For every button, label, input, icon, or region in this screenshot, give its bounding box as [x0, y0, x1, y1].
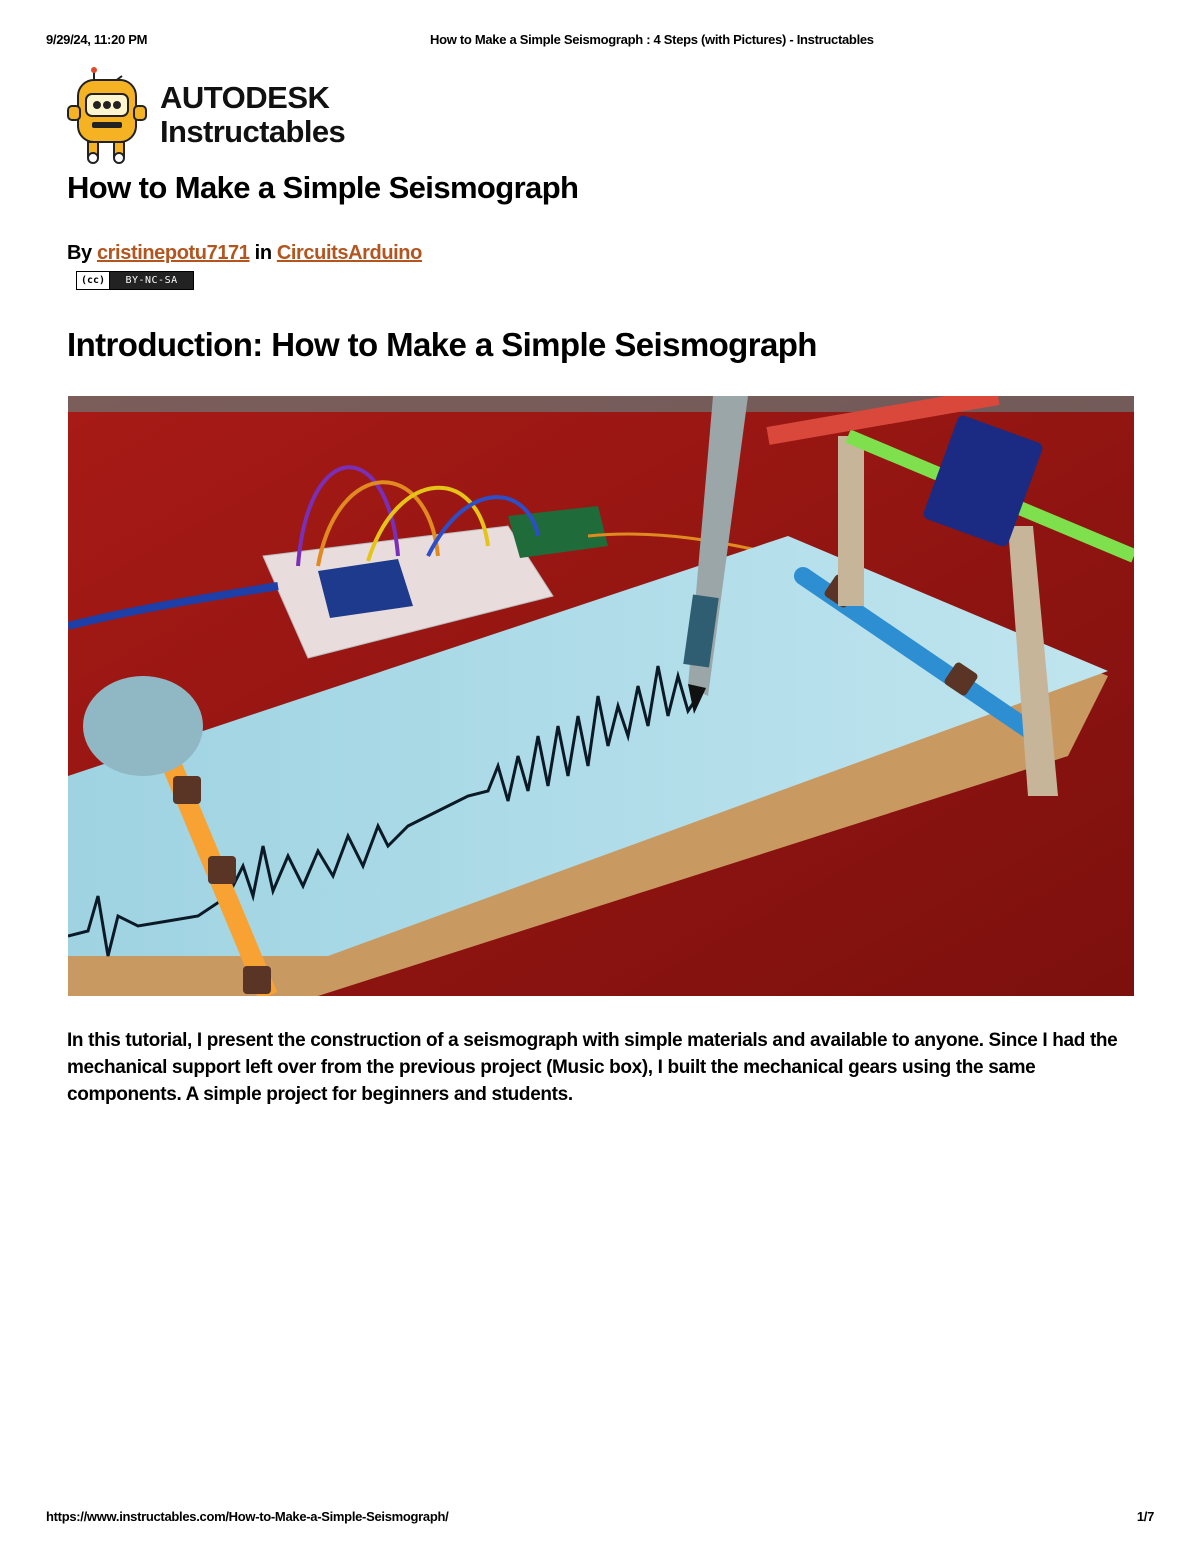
license-label: BY-NC-SA [110, 272, 193, 289]
page-number: 1/7 [1136, 1509, 1154, 1524]
print-url: https://www.instructables.com/How-to-Make-a-Simple-Seismograph/ [46, 1509, 449, 1524]
brand-instructables: Instructables [160, 114, 346, 149]
print-page-title: How to Make a Simple Seismograph : 4 Steps (with Pictures) - Instructables [430, 32, 874, 47]
instructables-logo[interactable] [64, 66, 384, 166]
print-footer [46, 1509, 1154, 1527]
print-header [46, 32, 1154, 50]
cc-icon: (cc) [77, 272, 110, 289]
article-title: How to Make a Simple Seismograph [67, 170, 579, 205]
intro-heading: Introduction: How to Make a Simple Seismograph [67, 326, 817, 363]
seismograph-photo [68, 396, 1134, 996]
by-label: By [67, 242, 92, 264]
byline [67, 242, 422, 265]
brand-autodesk: AUTODESK [160, 80, 330, 115]
category-link[interactable]: CircuitsArduino [276, 242, 422, 264]
intro-paragraph: In this tutorial, I present the construction of a seismograph with simple materials and available to anyone. Since I had the mechanical support left over from the previous project (Music box), I built the mechanical gears using the same components. A simple project for beginners and students. [67, 1030, 1118, 1105]
license-badge[interactable] [76, 271, 194, 290]
intro-image [68, 396, 1134, 996]
robot-mascot-icon [64, 66, 154, 166]
in-label: in [254, 242, 272, 264]
author-link[interactable]: cristinepotu7171 [96, 242, 250, 264]
print-date: 9/29/24, 11:20 PM [46, 32, 148, 47]
